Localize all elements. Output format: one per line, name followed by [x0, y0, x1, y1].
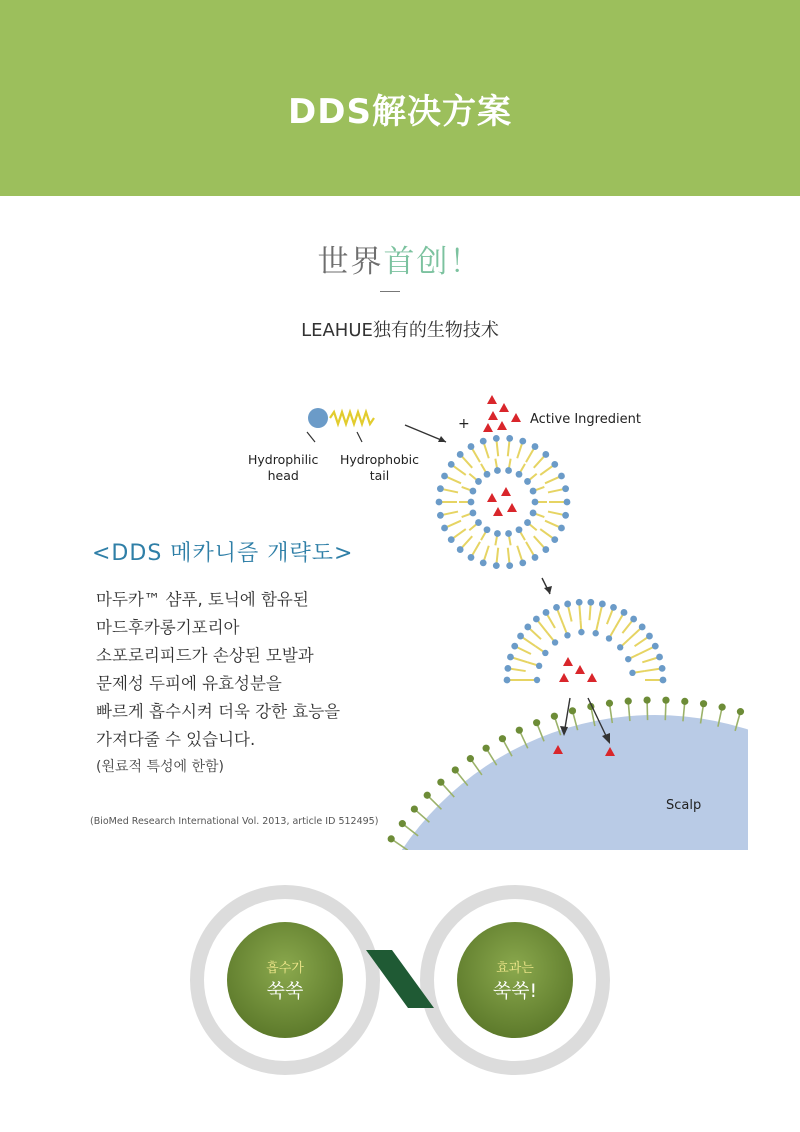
tail-text: tail	[369, 468, 390, 483]
dds-note: (원료적 특성에 한함)	[96, 759, 225, 775]
left-badge-top: 흡수가	[266, 961, 304, 976]
dds-line: 가져다줄 수 있습니다.	[96, 730, 256, 749]
dds-mechanism-figure	[80, 380, 748, 850]
headline-part2: 首创！	[383, 244, 483, 280]
active-ingredient-label: Active Ingredient	[530, 412, 641, 427]
dds-line: 소포로리피드가 손상된 모발과	[96, 646, 314, 665]
hydrophilic-label	[248, 452, 318, 484]
header-banner	[0, 0, 800, 196]
divider	[380, 291, 400, 292]
subtitle: LEAHUE独有的生物技术	[301, 320, 499, 341]
dds-line: 마드후카롱기포리아	[96, 618, 240, 637]
dds-line: 문제성 두피에 유효성분을	[96, 674, 282, 693]
head-text: head	[267, 468, 299, 483]
page-title: DDS解决方案	[288, 92, 512, 132]
liposome-icon	[436, 435, 571, 569]
left-badge	[225, 958, 345, 1002]
hydrophobic-tail-icon	[330, 412, 374, 424]
headline-part1: 世界	[317, 244, 384, 280]
hydrophilic-text: Hydrophilic	[248, 452, 319, 467]
dds-title: <DDS 메카니즘 개략도>	[92, 541, 354, 566]
right-badge-top: 효과는	[496, 961, 534, 976]
hydrophobic-text: Hydrophobic	[340, 452, 420, 467]
scalp-label: Scalp	[666, 798, 702, 813]
fusing-liposome-icon	[504, 599, 667, 684]
right-badge	[455, 958, 575, 1002]
right-badge-bottom: 쑥쑥!	[492, 980, 538, 1002]
dds-line: 빠르게 흡수시켜 더욱 강한 효능을	[96, 702, 341, 721]
dds-line: 마두카™ 샴푸, 토닉에 함유된	[96, 590, 309, 609]
citation: (BioMed Research International Vol. 2013, article ID 512495)	[90, 816, 379, 827]
active-ingredient-icon	[483, 395, 521, 432]
plus-sign: +	[458, 416, 470, 432]
left-badge-bottom: 쑥쑥	[266, 980, 304, 1002]
hydrophilic-head-icon	[308, 408, 328, 428]
hydrophobic-label	[340, 452, 419, 484]
headline	[0, 236, 800, 281]
